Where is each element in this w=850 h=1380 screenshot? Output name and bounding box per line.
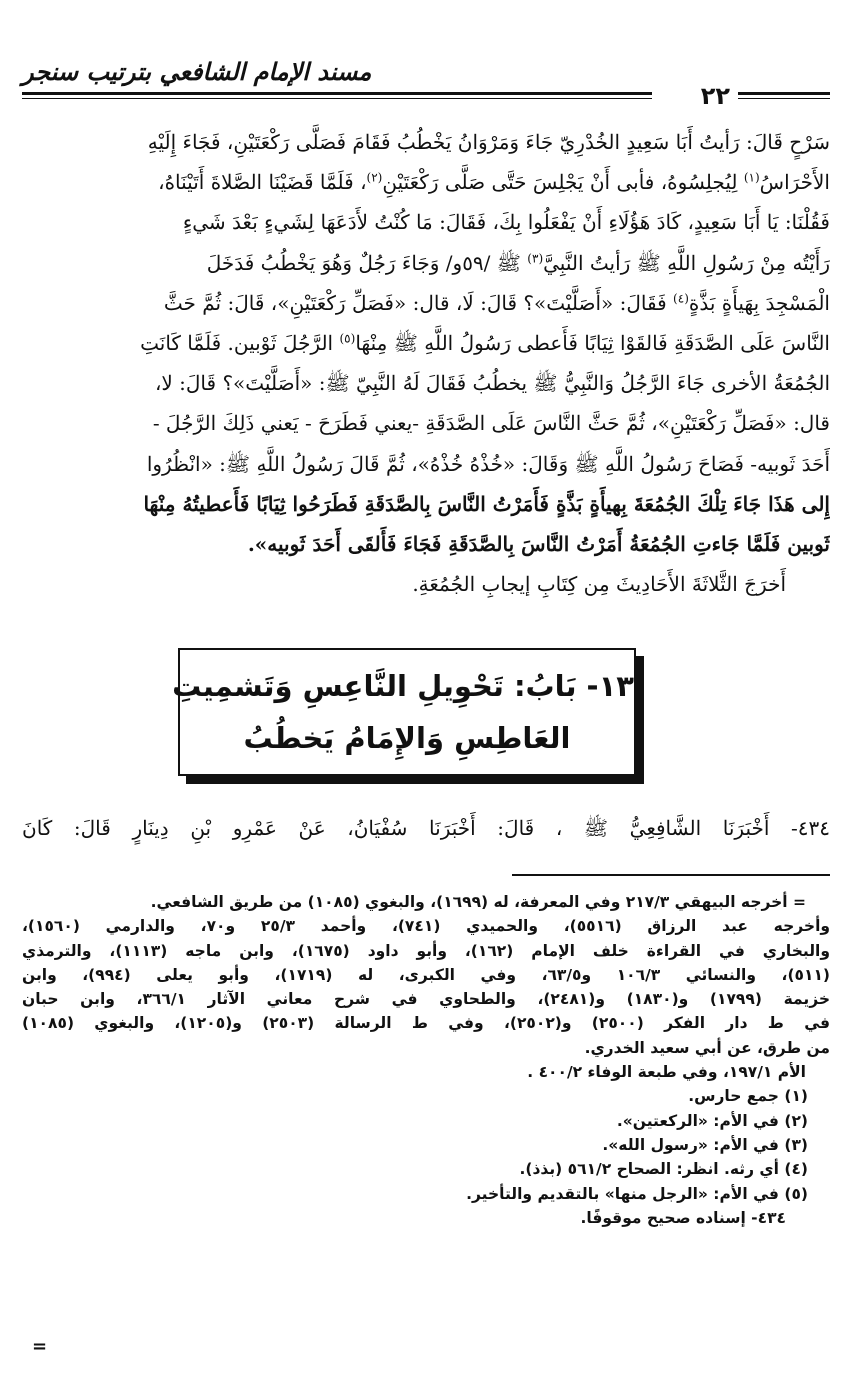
body-text-segment: الرَّجُلَ ثَوْبين. فَلَمَّا كَانَتِ	[140, 330, 340, 355]
body-text-segment: النَّاسَ عَلَى الصَّدَقَةِ فَالقَوْا ثِيَابًا فَأَعطى رَسُولُ اللَّهِ ﷺ مِنْهَا	[355, 330, 830, 355]
header-rule-thin	[22, 98, 652, 99]
hadith-opening-line: ٤٣٤- أَخْبَرَنَا الشَّافِعِيُّ ﷺ ، قَالَ: أَخْبَرَنَا سُفْيَانُ، عَنْ عَمْرِو بْنِ دِينَارٍ قَالَ: كَانَ	[22, 816, 830, 840]
footnote-reference: (٤)	[673, 291, 689, 306]
hadith-body-text	[22, 122, 830, 604]
body-line: أَحَدَ ثَوبيه- فَصَاحَ رَسُولُ اللَّهِ ﷺ وَقَالَ: «خُذْهُ خُذْهُ»، ثُمَّ قَالَ رَسُولُ اللَّهِ ﷺ: «انْظُرُوا	[146, 451, 830, 476]
body-line	[22, 283, 830, 323]
body-line	[22, 162, 830, 202]
footnote-line: (١) جمع حارس.	[688, 1087, 808, 1106]
footnote-line: (٢) في الأم: «الركعتين».	[616, 1111, 808, 1130]
page-number: ٢٢	[700, 82, 730, 110]
footnote-line: (٥) في الأم: «الرجل منها» بالتقديم والتأخير.	[466, 1184, 808, 1203]
body-line: قال: «فَصَلِّ رَكْعَتَيْنِ»، ثُمَّ حَثَّ النَّاسَ عَلَى الصَّدَقَةِ -يعني فَطَرَحَ - يَعني ذَلِكَ الرَّجُلَ -	[152, 411, 830, 436]
body-text-segment: فَقَالَ: «أَصَلَّيْتَ»؟ قَالَ: لَا، قال: «فَصَلِّ رَكْعَتَيْنِ»، قَالَ: ثُمَّ حَثَّ	[163, 290, 674, 315]
chapter-heading-line: العَاطِسِ وَالإِمَامُ يَخطُبُ	[243, 721, 571, 755]
body-text-segment: ﷺ /٥٩و/ وَجَاءَ رَجُلٌ وَهُوَ يَخْطُبُ فَدَخَلَ	[206, 250, 528, 275]
footnote-line: وأخرجه عبد الرزاق (٥٥١٦)، والحميدي (٧٤١)، وأحمد ٢٥/٣ و٧٠، والدارمي (١٥٦٠)،	[22, 917, 830, 936]
body-line: ثَوبين فَلَمَّا جَاءتِ الجُمُعَةُ أَمَرْتُ النَّاسَ بِالصَّدَقَةِ فَجَاءَ فَأَلقَى أَحَدَ ثَوبيه».	[247, 531, 830, 556]
body-text-segment: ، فَلَمَّا قَضَيْنَا الصَّلاةَ أَتَيْنَاهُ،	[158, 170, 367, 195]
footnote-line: من طرق، عن أبي سعيد الخدري.	[584, 1038, 830, 1057]
body-line: الجُمُعَةُ الأخرى جَاءَ الرَّجُلُ وَالنَّبِيُّ ﷺ يخطُبُ فَقَالَ لَهُ النَّبِيّ ﷺ: «أَصَلَّيْتَ»؟ قَالَ: لا،	[154, 371, 830, 396]
body-text-segment: رَأَيْتُه مِنْ رَسُولِ اللَّهِ ﷺ رَأيتُ النَّبِيَّ	[543, 250, 830, 275]
body-line	[22, 323, 830, 363]
footnote-separator	[512, 874, 830, 876]
body-text-segment: الأَحْرَاسُ	[759, 170, 830, 195]
footnotes	[22, 890, 830, 1230]
body-line: فَقُلْنَا: يَا أَبَا سَعِيدٍ، كَادَ هَؤُلَاءِ أَنْ يَفْعَلُوا بِكَ، فَقَالَ: مَا كُنْتُ لأَدَعَهَا لِشَيءٍ بَعْدَ شَيءٍ	[182, 210, 830, 235]
footnote-line: في ط دار الفكر (٢٥٠٠) و(٢٥٠٢)، وفي ط الرسالة (٢٥٠٣) و(١٢٠٥)، والبغوي (١٠٨٥)	[22, 1014, 830, 1033]
footnote-line: = أخرجه البيهقي ٢١٧/٣ وفي المعرفة، له (١٦٩٩)، والبغوي (١٠٨٥) من طريق الشافعي.	[150, 893, 806, 911]
body-text-segment: لِيُجلِسُوهُ، فأبى أَنْ يَجْلِسَ حَتَّى صَلَّى رَكْعَتَيْنِ	[382, 170, 744, 195]
footnote-line: الأم ١٩٧/١، وفي طبعة الوفاء ٤٠٠/٢ .	[527, 1063, 806, 1082]
body-line: إِلى هَذَا جَاءَ تِلْكَ الجُمُعَةَ بِهيأَةٍ بَذَّةٍ فَأَمَرْتُ النَّاسَ بِالصَّدَقَةِ فَطَرَحُوا ثِيَابًا فَأَعطيتُهُ مِنْهَا	[143, 491, 830, 516]
footnote-line: خزيمة (١٧٩٩) و(١٨٣٠) و(٢٤٨١)، والطحاوي في شرح معاني الآثار ٣٦٦/١، وابن حبان	[22, 990, 830, 1009]
running-header-title: مسند الإمام الشافعي بترتيب سنجر	[22, 58, 372, 86]
footnote-line: والبخاري في القراءة خلف الإمام (١٦٢)، وأبو داود (١٦٧٥)، وابن ماجه (١١١٣)، والترمذي	[22, 941, 830, 960]
body-line: سَرْحٍ قَالَ: رَأيتُ أَبَا سَعِيدٍ الخُدْرِيّ جَاءَ وَمَرْوَانُ يَخْطُبُ فَقَامَ فَصَلَّى رَكْعَتَيْنِ، فَجَاءَ إِلَيْهِ	[147, 130, 830, 154]
footnote-line: (٥١١)، والنسائي ١٠٦/٣ و٦٣/٥، وفي الكبرى، له (١٧١٩)، وأبو يعلى (٩٩٤)، وابن	[22, 965, 830, 984]
footnote-reference: (١)	[743, 170, 760, 185]
footnote-reference: (٢)	[366, 170, 383, 185]
body-line	[22, 243, 830, 283]
header-rule-right	[738, 92, 830, 95]
chapter-heading-box	[172, 648, 636, 776]
body-line: أَخرَجَ الثَّلاثَةَ الأَحَادِيثَ مِن كِتَابِ إيجابِ الجُمُعَةِ.	[412, 572, 786, 597]
header-rule-right-thin	[738, 98, 830, 99]
footnote-line: (٤) أي رثه. انظر: الصحاح ٥٦١/٢ (بذذ).	[519, 1160, 808, 1179]
footnote-reference: (٥)	[339, 331, 356, 346]
body-text-segment: الْمَسْجِدَ بِهَيأَةٍ بَذَّةٍ	[688, 290, 830, 315]
footnote-reference: (٣)	[527, 250, 544, 265]
chapter-heading-line: ١٣- بَابُ: تَحْوِيلِ النَّاعِسِ وَتَشمِيتِ	[172, 669, 634, 703]
header-rule	[22, 92, 652, 95]
footnote-line: ٤٣٤- إسناده صحيح موقوفًا.	[580, 1208, 786, 1227]
footnote-line: (٣) في الأم: «رسول الله».	[602, 1135, 808, 1154]
continuation-mark: =	[32, 1336, 48, 1357]
